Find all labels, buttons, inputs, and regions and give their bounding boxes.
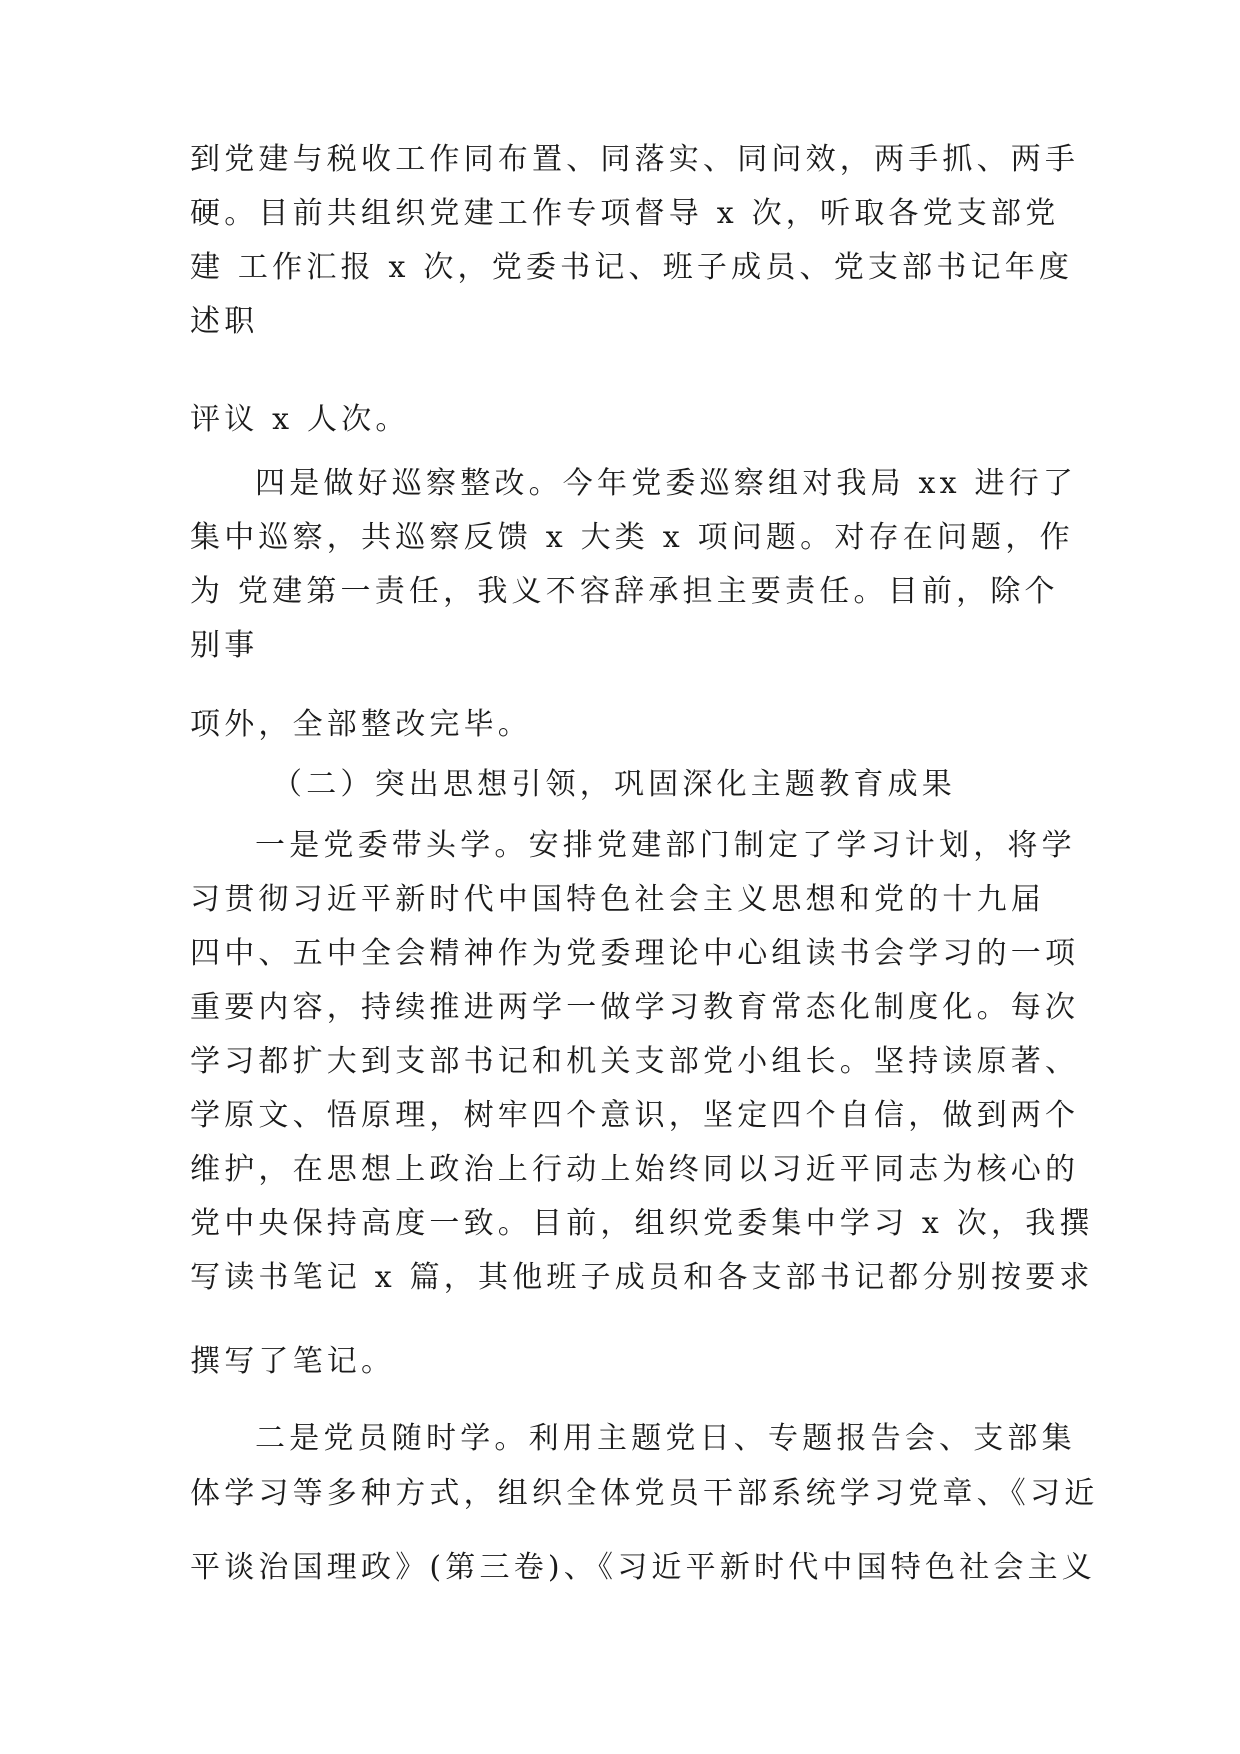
paragraph-1-start: 一是党委带头学。安排党建部门制定了学习计划，将学 (255, 828, 1076, 863)
text-line-19: 党中央保持高度一致。目前，组织党委集中学习 x 次，我撰 (190, 1206, 1094, 1241)
text-line-24: 平谈治国理政》(第三卷)、《习近平新时代中国特色社会主义 (190, 1550, 1097, 1585)
section-heading: （二）突出思想引领，巩固深化主题教育成果 (272, 767, 956, 802)
text-line-9: 别事 (190, 628, 259, 663)
text-line-5: 评议 x 人次。 (190, 402, 410, 437)
text-line-4: 述职 (190, 304, 259, 339)
text-line-21: 撰写了笔记。 (190, 1344, 396, 1379)
text-line-2: 硬。目前共组织党建工作专项督导 x 次，听取各党支部党 (190, 196, 1060, 231)
text-line-10: 项外，全部整改完毕。 (190, 707, 532, 742)
text-line-16: 学习都扩大到支部书记和机关支部党小组长。坚持读原著、 (190, 1044, 1080, 1079)
text-line-20: 写读书笔记 x 篇，其他班子成员和各支部书记都分别按要求 (190, 1260, 1094, 1295)
text-line-18: 维护，在思想上政治上行动上始终同以习近平同志为核心的 (190, 1152, 1080, 1187)
paragraph-2-start: 二是党员随时学。利用主题党日、专题报告会、支部集 (255, 1421, 1076, 1456)
text-line-3: 建 工作汇报 x 次，党委书记、班子成员、党支部书记年度 (190, 250, 1074, 285)
text-line-8: 为 党建第一责任，我义不容辞承担主要责任。目前，除个 (190, 574, 1059, 609)
text-line-23: 体学习等多种方式，组织全体党员干部系统学习党章、《习近 (190, 1476, 1099, 1511)
text-line-7: 集中巡察，共巡察反馈 x 大类 x 项问题。对存在问题，作 (190, 520, 1074, 555)
text-line-17: 学原文、悟原理，树牢四个意识，坚定四个自信，做到两个 (190, 1098, 1080, 1133)
text-line-13: 习贯彻习近平新时代中国特色社会主义思想和党的十九届 (190, 882, 1045, 917)
text-line-15: 重要内容，持续推进两学一做学习教育常态化制度化。每次 (190, 990, 1080, 1025)
text-line-1: 到党建与税收工作同布置、同落实、同问效，两手抓、两手 (190, 142, 1080, 177)
paragraph-4-start: 四是做好巡察整改。今年党委巡察组对我局 xx 进行了 (255, 466, 1078, 501)
text-line-14: 四中、五中全会精神作为党委理论中心组读书会学习的一项 (190, 936, 1080, 971)
